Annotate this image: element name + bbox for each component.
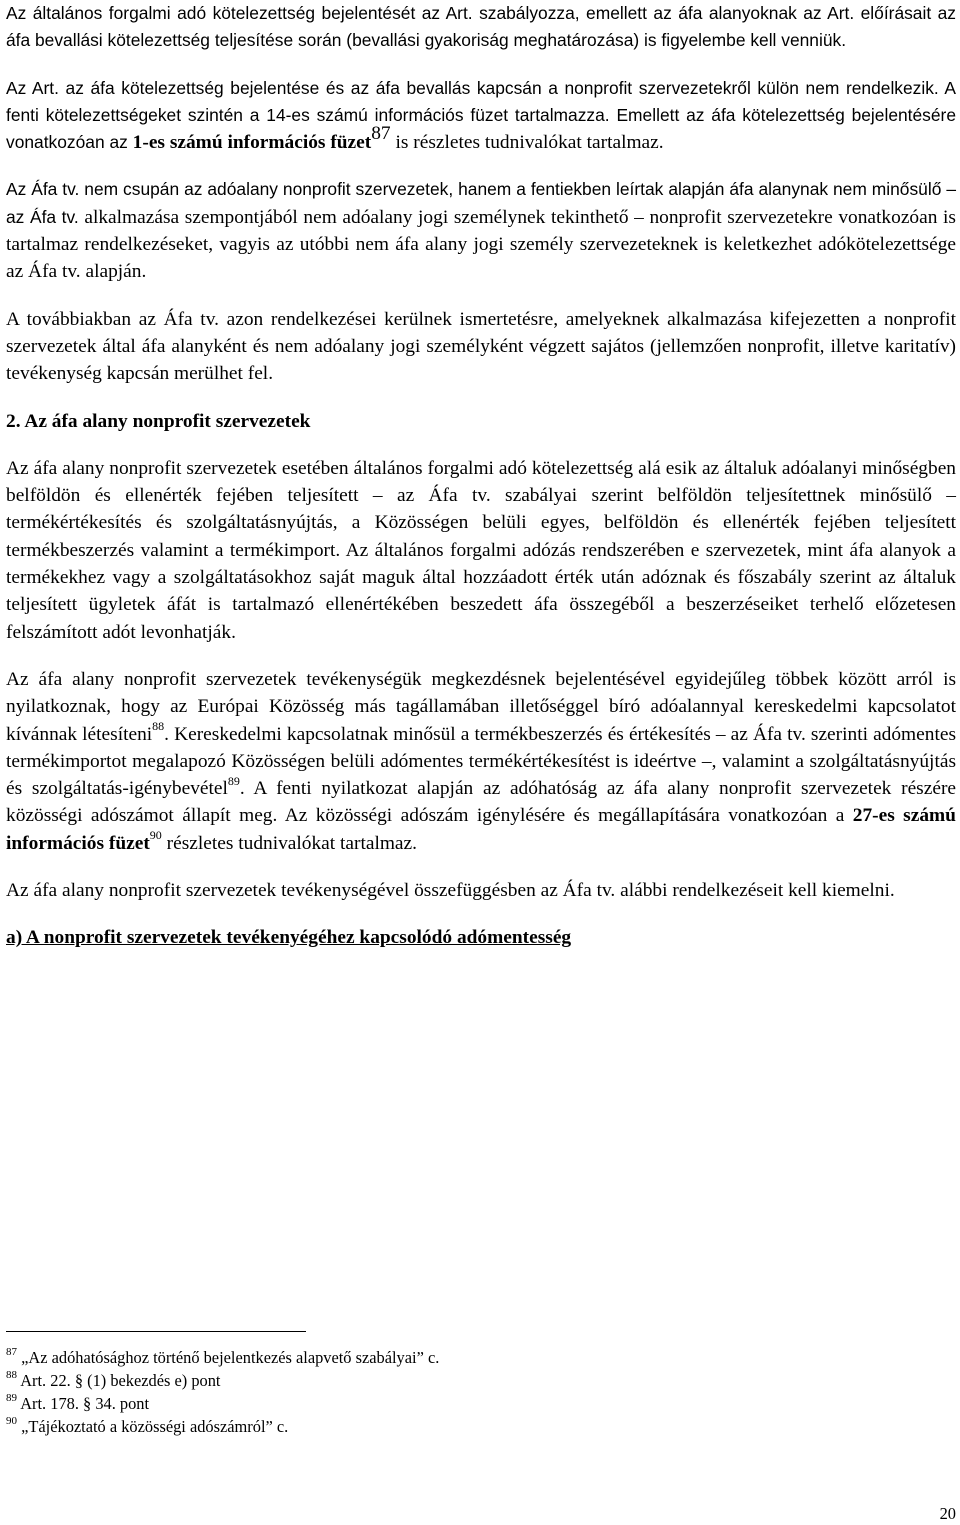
footnote-ref-88: 88 [152, 719, 165, 734]
paragraph-2-a: Az Art. az áfa kötelezettség bejelentése és az áfa bevallás kapcsán a nonprofit szervezetekről külön nem rendelkezik. [6, 77, 939, 98]
footnote-item [6, 1392, 439, 1415]
paragraph-6-c: . A fenti nyilatkozat alapján az adóhatóság az áfa alany nonprofit szervezetek részére közösségi adószámot állapít meg. Az közösségi adószám igénylésére és megállapítására vonatkozóan a [6, 778, 957, 827]
footnote-number: 88 [6, 1368, 17, 1381]
paragraph-2-c: Emellett az áfa kötelezettség bejelentésére vonatkozóan az [6, 104, 956, 153]
paragraph-3-b: alkalmazása szempontjából nem adóalany jogi személynek tekinthető – nonprofit szervezetekre vonatkozóan is tartalmaz rendelkezéseket, vagyis az utóbbi nem áfa alany jogi személy szervezeteknek is keletkezhet adókötelezettsége az Áfa tv. alapján. [6, 206, 956, 283]
page-number: 20 [939, 1504, 956, 1523]
section-heading-2: 2. Az áfa alany nonprofit szervezetek [6, 410, 311, 432]
footnotes [6, 1346, 439, 1438]
footnote-text: „Tájékoztató a közösségi adószámról” c. [21, 1417, 289, 1436]
paragraph-5: Az áfa alany nonprofit szervezetek esetében általános forgalmi adó kötelezettség alá esik az általuk adóalanyi minőségben belföldön és ellenérték fejében teljesített – az Áfa tv. szabályai szerint belföldön teljesítettnek minősülő – termékértékesítés és szolgáltatásnyújtás, a Közösségen belüli egyes, belföldön és ellenérték fejében teljesített termékbeszerzés valamint a termékimport. Az általános forgalmi adózás rendszerében e szervezetek, mint áfa alanyok a termékekhez vagy a szolgáltatásokhoz saját maguk által hozzáadott érték után adóznak és főszabály szerint az általuk teljesített ügyletek áfát is tartalmazó ellenértékében beszedett áfa összegéből a beszerzéseiket terhelő előzetesen felszámított adót levonhatják. [6, 457, 956, 643]
paragraph-6 [6, 666, 956, 857]
footnote-separator [6, 1331, 306, 1332]
paragraph-7: Az áfa alany nonprofit szervezetek tevékenységével összefüggésben az Áfa tv. alábbi rendelkezéseit kell kiemelni. [6, 880, 895, 902]
footnote-ref-87: 87 [371, 123, 391, 145]
footnote-number: 90 [6, 1414, 17, 1427]
paragraph-6-b: . Kereskedelmi kapcsolatnak minősül a termékbeszerzés és értékesítés – az Áfa tv. szerinti adómentes termékimportot megalapozó Közösségen belüli adómentes termékértékesítést is ideértve –, valamint a szolgáltatásnyújtás és szolgáltatás-igénybevétel [6, 723, 956, 800]
paragraph-2-b: A fenti kötelezettségeket szintén a 14-es számú információs füzet tartalmazza. [6, 77, 956, 125]
info-booklet-1-reference: 1-es számú információs füzet [132, 132, 372, 154]
document-page [6, 0, 956, 1525]
footnote-item [6, 1415, 439, 1438]
footnote-ref-90: 90 [149, 828, 162, 843]
footnote-text: „Az adóhatósághoz történő bejelentkezés alapvető szabályai” c. [21, 1348, 440, 1367]
footnote-number: 87 [6, 1345, 17, 1358]
paragraph-2-d: is részletes tudnivalókat tartalmaz. [395, 132, 664, 154]
paragraph-2 [6, 75, 956, 157]
paragraph-6-a: Az áfa alany nonprofit szervezetek tevékenységük megkezdésnek bejelentésével egyidejűleg többek között arról is nyilatkoznak, hogy az Európai Közösség más tagállamában illetőséggel bíró adóalannyal kereskedelmi kapcsolatot kívánnak létesíteni [6, 668, 956, 745]
footnote-text: Art. 22. § (1) bekezdés e) pont [20, 1371, 221, 1390]
paragraph-1: Az általános forgalmi adó kötelezettség bejelentését az Art. szabályozza, emellett az áfa alanyoknak az Art. előírásait az áfa bevallási kötelezettség teljesítése során (bevallási gyakoriság meghatározása) is figyelembe kell venniük. [6, 3, 956, 51]
info-booklet-27-reference: 27-es számú információs füzet [6, 805, 956, 854]
paragraph-3 [6, 176, 956, 285]
footnote-item [6, 1369, 439, 1392]
paragraph-6-d: részletes tudnivalókat tartalmaz. [166, 832, 417, 854]
footnote-number: 89 [6, 1391, 17, 1404]
footnote-ref-89: 89 [227, 773, 240, 788]
paragraph-4: A továbbiakban az Áfa tv. azon rendelkezései kerülnek ismertetésre, amelyeknek alkalmazása kifejezetten a nonprofit szervezetek által áfa alanyként és nem adóalany jogi személyként végzett sajátos (jellemzően nonprofit, illetve karitatív) tevékenység kapcsán merülhet fel. [6, 308, 956, 385]
paragraph-3-a: Az Áfa tv. nem csupán az adóalany nonprofit szervezetek, hanem a fentiekben leírtak alapján áfa alanynak nem minősülő – az Áfa tv. [6, 179, 956, 227]
footnote-item [6, 1346, 439, 1369]
footnote-text: Art. 178. § 34. pont [20, 1394, 150, 1413]
subsection-heading-a: a) A nonprofit szervezetek tevékenyégéhez kapcsolódó adómentesség [6, 927, 572, 949]
